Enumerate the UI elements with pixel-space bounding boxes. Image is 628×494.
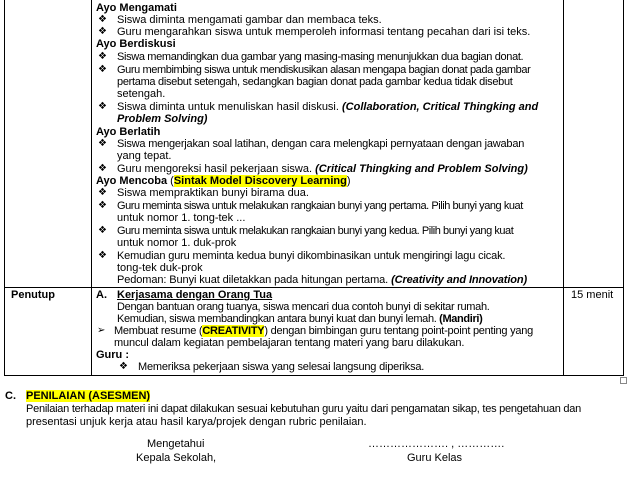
- penutup-a-line-2: [117, 313, 482, 325]
- penilaian-letter: C.: [5, 390, 16, 402]
- bullet-icon: ❖: [98, 187, 107, 198]
- table-row-divider: [4, 287, 624, 288]
- bullet-icon: ❖: [119, 361, 128, 372]
- table-border-left: [4, 0, 5, 375]
- ayo-mencoba-paren-close: ): [346, 175, 351, 187]
- mencoba-item-4-line-2: tong-tek duk-prok: [117, 262, 203, 274]
- mencoba-item-2-line-2: untuk nomor 1. tong-tek ...: [117, 212, 246, 224]
- sintak-highlight: Sintak Model Discovery Learning: [173, 175, 347, 187]
- bullet-icon: ❖: [98, 200, 107, 211]
- penutup-a-mandiri: (Mandiri): [439, 313, 483, 325]
- berdiskusi-item-1: Siswa memandingkan dua gambar yang masing-masing menunjukkan dua bagian donat.: [117, 51, 524, 63]
- mencoba-item-4-pedoman: Pedoman: Bunyi kuat diletakkan pada hitungan pertama.: [117, 274, 389, 286]
- creativity-highlight: CREATIVITY: [202, 325, 265, 337]
- penutup-a-line-1: Dengan bantuan orang tuanya, siswa mencari dua contoh bunyi di sekitar rumah.: [117, 301, 490, 313]
- ayo-berdiskusi-heading: Ayo Berdiskusi: [96, 38, 176, 50]
- bullet-icon: ❖: [98, 138, 107, 149]
- penutup-label: Penutup: [11, 289, 55, 301]
- ayo-mencoba-heading-row: [96, 175, 351, 187]
- bullet-icon: ❖: [98, 101, 107, 112]
- berdiskusi-item-2-line-1: Guru membimbing siswa untuk mendiskusikan alasan mengapa bagian donat pada gambar: [117, 64, 531, 76]
- berdiskusi-item-2-line-2: pertama disebut setengah, sedangkan bagian donat pada gambar kedua tidak disebut: [117, 76, 513, 88]
- mengamati-item-1: Siswa diminta mengamati gambar dan membaca teks.: [117, 14, 382, 26]
- ayo-mencoba-paren-open: (: [170, 175, 174, 187]
- berdiskusi-item-2-line-3: setengah.: [117, 88, 166, 100]
- berlatih-item-2: [117, 163, 528, 175]
- penutup-section-a-letter: A.: [96, 289, 107, 301]
- arrow-bullet-icon: ➢: [97, 325, 106, 336]
- bullet-icon: ❖: [98, 163, 107, 174]
- penutup-section-a-title: Kerjasama dengan Orang Tua: [117, 289, 273, 301]
- penilaian-line-2: presentasi unjuk kerja atau hasil karya/projek dengan rubric penilaian.: [26, 416, 367, 428]
- penutup-duration: 15 menit: [571, 289, 614, 301]
- bullet-icon: ❖: [98, 26, 107, 37]
- bullet-icon: ❖: [98, 225, 107, 236]
- berlatih-item-2-text: Guru mengoreksi hasil pekerjaan siswa.: [117, 163, 313, 175]
- signature-mengetahui: Mengetahui: [147, 438, 205, 450]
- berdiskusi-item-3: [117, 101, 538, 113]
- berdiskusi-item-3-emphasis: (Collaboration, Critical Thingking and: [342, 101, 539, 113]
- table-border-right: [623, 0, 624, 375]
- mencoba-item-3-line-2: untuk nomor 1. duk-prok: [117, 237, 237, 249]
- mencoba-item-2-line-1: Guru meminta siswa untuk melakukan rangkaian bunyi yang pertama. Pilih bunyi yang kuat: [117, 200, 523, 212]
- mencoba-item-1: Siswa mempraktikan bunyi birama dua.: [117, 187, 309, 199]
- penutup-guru-label: Guru :: [96, 349, 129, 361]
- penutup-resume-line-1: [114, 325, 533, 337]
- mencoba-item-4-line-3: [117, 274, 527, 286]
- table-border-bottom: [4, 375, 624, 376]
- ayo-mengamati-heading: Ayo Mengamati: [96, 2, 177, 14]
- penilaian-line-1: Penilaian terhadap materi ini dapat dilakukan sesuai kebutuhan guru yaitu dari pengamatan sikap, tes pengetahuan dan: [26, 403, 582, 415]
- table-divider-col1: [91, 0, 92, 375]
- bullet-icon: ❖: [98, 51, 107, 62]
- berlatih-item-1-line-1: Siswa mengerjakan soal latihan, dengan cara melengkapi pernyataan dengan jawaban: [117, 138, 525, 150]
- signature-guru-kelas: Guru Kelas: [407, 452, 463, 464]
- berdiskusi-item-3-emphasis-line-2: Problem Solving): [117, 113, 208, 125]
- mencoba-item-4-emphasis: (Creativity and Innovation): [391, 274, 528, 286]
- bullet-icon: ❖: [98, 250, 107, 261]
- table-divider-col2: [563, 0, 564, 375]
- penilaian-title: PENILAIAN (ASESMEN): [26, 390, 151, 402]
- signature-kepala-sekolah: Kepala Sekolah,: [136, 452, 217, 464]
- penutup-resume-line-2: muncul dalam kegiatan pembelajaran tentang materi yang baru dilakukan.: [114, 337, 465, 349]
- mengamati-item-2: Guru mengarahkan siswa untuk memperoleh informasi tentang pecahan dari isi teks.: [117, 26, 531, 38]
- bullet-icon: ❖: [98, 64, 107, 75]
- penutup-guru-item: Memeriksa pekerjaan siswa yang selesai langsung diperiksa.: [138, 361, 425, 373]
- bullet-icon: ❖: [98, 14, 107, 25]
- penutup-resume-pre: Membuat resume (: [114, 325, 203, 337]
- penutup-a-line-2-text: Kemudian, siswa membandingkan antara bunyi kuat dan bunyi lemah.: [117, 313, 437, 325]
- ayo-berlatih-heading: Ayo Berlatih: [96, 126, 161, 138]
- berdiskusi-item-3-text: Siswa diminta untuk menuliskan hasil diskusi.: [117, 101, 339, 113]
- mencoba-item-4-line-1: Kemudian guru meminta kedua bunyi dikombinasikan untuk mengiringi lagu cicak.: [117, 250, 506, 262]
- berlatih-item-1-line-2: yang tepat.: [117, 150, 172, 162]
- mencoba-item-3-line-1: Guru meminta siswa untuk melakukan rangkaian bunyi yang kedua. Pilih bunyi yang kuat: [117, 225, 514, 237]
- signature-date-placeholder: …………………. , ………….: [368, 438, 505, 450]
- berlatih-item-2-emphasis: (Critical Thingking and Problem Solving): [315, 163, 528, 175]
- table-resize-handle[interactable]: [620, 377, 627, 384]
- ayo-mencoba-heading: Ayo Mencoba: [96, 175, 168, 187]
- penutup-resume-post: ) dengan bimbingan guru tentang point-point penting yang: [264, 325, 533, 337]
